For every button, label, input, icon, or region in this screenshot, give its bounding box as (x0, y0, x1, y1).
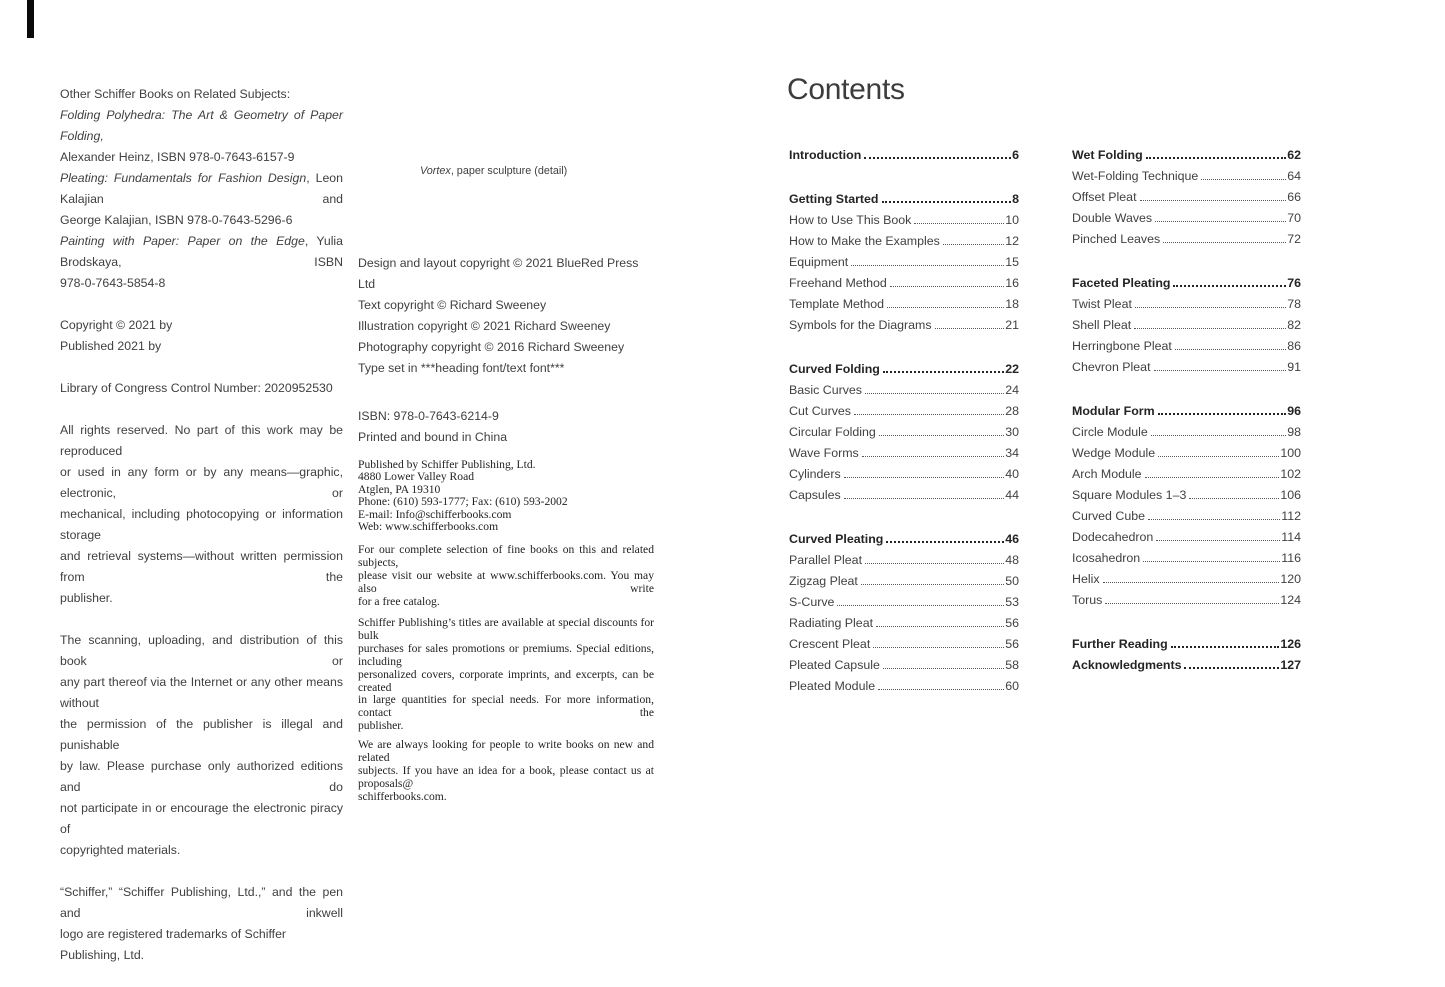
toc-entry-page-number: 48 (1005, 553, 1019, 567)
dot-leader (943, 231, 1004, 245)
dot-leader (1151, 422, 1286, 436)
toc-entry-label: Pleated Capsule (789, 658, 880, 672)
toc-entry-page-number: 98 (1287, 425, 1301, 439)
toc-entry-page-number: 76 (1287, 276, 1301, 290)
dot-leader (914, 210, 1004, 224)
toc-entry-page-number: 10 (1005, 213, 1019, 227)
toc-entry-page-number: 56 (1005, 616, 1019, 630)
dot-leader (886, 529, 1004, 543)
toc-entry (1072, 229, 1301, 250)
text-line: subjects. If you have an idea for a book, please contact us at proposals@ (358, 763, 654, 790)
text-line: Printed and bound in China (358, 430, 508, 444)
toc-entry (1072, 443, 1301, 464)
toc-entry (1072, 145, 1301, 166)
toc-entry-page-number: 91 (1287, 360, 1301, 374)
toc-entry-page-number: 62 (1287, 148, 1301, 162)
toc-entry-label: Further Reading (1072, 637, 1168, 651)
toc-entry-page-number: 30 (1005, 425, 1019, 439)
toc-entry (789, 613, 1019, 634)
dot-leader (1171, 634, 1280, 648)
dot-leader (1105, 590, 1279, 604)
dot-leader (1158, 401, 1287, 415)
text-line: Photography copyright © 2016 Richard Sweeney (358, 340, 625, 354)
toc-entry (789, 231, 1019, 252)
text-line: Alexander Heinz, ISBN 978-0-7643-6157-9 (60, 150, 295, 164)
dot-leader (873, 634, 1004, 648)
dot-leader (862, 443, 1004, 457)
dot-leader (1155, 208, 1286, 222)
toc-column-2 (1072, 145, 1301, 699)
dot-leader (1154, 357, 1287, 371)
toc-entry (1072, 401, 1301, 422)
print-crop-mark (27, 0, 34, 38)
toc-entry (1072, 634, 1301, 655)
toc-entry-label: Shell Pleat (1072, 318, 1132, 332)
text-line: Painting with Paper: Paper on the Edge, Yulia Brodskaya, ISBN (60, 234, 343, 269)
toc-entry-label: Freehand Method (789, 276, 887, 290)
discounts-paragraph (358, 617, 654, 733)
text-line: Schiffer Publishing’s titles are available at special discounts for bulk (358, 615, 654, 642)
dot-leader (1140, 187, 1287, 201)
text-line: not participate in or encourage the electronic piracy of (60, 801, 343, 836)
text-line: and retrieval systems—without written permission from the (60, 549, 343, 584)
text-line: by law. Please purchase only authorized editions and do (60, 759, 343, 794)
toc-section (1072, 273, 1301, 378)
text-line: Copyright © 2021 by (60, 318, 173, 332)
toc-entry-label: Double Waves (1072, 211, 1153, 225)
text-line: any part thereof via the Internet or any other means without (60, 675, 343, 710)
text-line: All rights reserved. No part of this work may be reproduced (60, 423, 343, 458)
toc-entry (789, 634, 1019, 655)
toc-entry-label: Helix (1072, 572, 1100, 586)
dot-leader (876, 613, 1004, 627)
toc-entry (1072, 187, 1301, 208)
text-line: Published 2021 by (60, 339, 162, 353)
toc-entry-label: Circular Folding (789, 425, 876, 439)
toc-entry-page-number: 15 (1005, 255, 1019, 269)
toc-entry (789, 592, 1019, 613)
toc-entry-page-number: 102 (1280, 467, 1301, 481)
toc-entry (1072, 590, 1301, 611)
toc-entry (789, 464, 1019, 485)
text-line: please visit our website at www.schifferbooks.com. You may also write (358, 569, 654, 596)
toc-entry-page-number: 66 (1287, 190, 1301, 204)
text-line: publisher. (60, 591, 113, 605)
dot-leader (864, 145, 1011, 159)
toc-entry (789, 485, 1019, 506)
text-line: copyrighted materials. (60, 843, 181, 857)
toc-entry-page-number: 18 (1005, 297, 1019, 311)
toc-entry-label: S-Curve (789, 595, 835, 609)
toc-entry-page-number: 56 (1005, 637, 1019, 651)
text-line: George Kalajian, ISBN 978-0-7643-5296-6 (60, 213, 293, 227)
toc-entry-label: Cut Curves (789, 404, 851, 418)
toc-entry-page-number: 46 (1005, 532, 1019, 546)
text-line: Other Schiffer Books on Related Subjects: (60, 87, 291, 101)
dot-leader (1146, 145, 1287, 159)
dot-leader (879, 422, 1004, 436)
related-books (60, 84, 343, 294)
dot-leader (851, 252, 1004, 266)
toc-entry (1072, 655, 1301, 676)
toc-entry-label: How to Use This Book (789, 213, 912, 227)
toc-entry-page-number: 21 (1005, 318, 1019, 332)
toc-entry-label: Pleated Module (789, 679, 876, 693)
text-line: ISBN: 978-0-7643-6214-9 (358, 409, 499, 423)
text-line: Folding Polyhedra: The Art & Geometry of Paper Folding, (60, 108, 343, 143)
toc-entry-label: Modular Form (1072, 404, 1155, 418)
toc-entry-page-number: 86 (1287, 339, 1301, 353)
toc-entry-page-number: 114 (1281, 530, 1301, 544)
toc-entry-label: Wedge Module (1072, 446, 1156, 460)
toc-entry-page-number: 70 (1287, 211, 1301, 225)
page-title: Contents (787, 73, 905, 106)
toc-entry-label: Curved Cube (1072, 509, 1146, 523)
toc-entry (789, 443, 1019, 464)
dot-leader (935, 315, 1005, 329)
vortex-caption (420, 165, 654, 178)
toc-entry-label: Offset Pleat (1072, 190, 1137, 204)
toc-entry (789, 145, 1019, 166)
toc-entry-page-number: 24 (1005, 383, 1019, 397)
text-line: Design and layout copyright © 2021 BlueRed Press Ltd (358, 256, 639, 291)
dot-leader (1158, 443, 1279, 457)
trademark-paragraph (60, 882, 343, 966)
toc-entry-label: Symbols for the Diagrams (789, 318, 932, 332)
dot-leader (1189, 485, 1279, 499)
rights-paragraph (60, 420, 343, 609)
text-line: The scanning, uploading, and distribution of this book or (60, 633, 343, 668)
toc-entry-label: Faceted Pleating (1072, 276, 1171, 290)
credits-block (358, 253, 654, 379)
isbn-block (358, 406, 654, 448)
toc-entry (789, 359, 1019, 380)
toc-entry (1072, 336, 1301, 357)
toc-entry (1072, 569, 1301, 590)
toc-entry-page-number: 50 (1005, 574, 1019, 588)
toc-entry-label: Herringbone Pleat (1072, 339, 1172, 353)
toc-entry (1072, 548, 1301, 569)
toc-entry-page-number: 82 (1287, 318, 1301, 332)
text-line: Phone: (610) 593-1777; Fax: (610) 593-2002 (358, 495, 568, 509)
toc-entry-page-number: 116 (1281, 551, 1301, 565)
dot-leader (887, 294, 1004, 308)
toc-entry-page-number: 100 (1280, 446, 1301, 460)
toc-entry (789, 252, 1019, 273)
toc-entry-page-number: 64 (1287, 169, 1301, 183)
toc-entry-page-number: 96 (1287, 404, 1301, 418)
toc-entry-label: Curved Pleating (789, 532, 884, 546)
toc-section (1072, 401, 1301, 611)
toc-entry (789, 550, 1019, 571)
toc-entry (789, 676, 1019, 697)
dot-leader (1145, 464, 1280, 478)
toc-entry (1072, 527, 1301, 548)
text-line: For our complete selection of fine books on this and related subjects, (358, 543, 654, 570)
toc-entry-label: Wet-Folding Technique (1072, 169, 1199, 183)
left-column (60, 84, 343, 987)
toc-entry (1072, 208, 1301, 229)
catalog-paragraph (358, 544, 654, 609)
dot-leader (1201, 166, 1286, 180)
dot-leader (890, 273, 1004, 287)
toc-entry-page-number: 16 (1005, 276, 1019, 290)
text-line: or used in any form or by any means—graphic, electronic, or (60, 465, 343, 500)
toc-entry-page-number: 6 (1012, 148, 1019, 162)
toc-entry-label: Equipment (789, 255, 849, 269)
text-line: schifferbooks.com. (358, 789, 447, 803)
toc-entry (789, 422, 1019, 443)
toc-section (789, 189, 1019, 336)
dot-leader (878, 676, 1004, 690)
dot-leader (1103, 569, 1280, 583)
toc-entry-label: Circle Module (1072, 425, 1148, 439)
toc-entry-page-number: 78 (1287, 297, 1301, 311)
toc-section (789, 145, 1019, 166)
dot-leader (844, 464, 1005, 478)
toc-entry (1072, 294, 1301, 315)
toc-entry-page-number: 124 (1280, 593, 1301, 607)
dot-leader (882, 189, 1012, 203)
toc-entry-label: Parallel Pleat (789, 553, 863, 567)
dot-leader (1184, 655, 1279, 669)
dot-leader (1156, 527, 1280, 541)
dot-leader (1173, 273, 1286, 287)
toc-entry-page-number: 58 (1005, 658, 1019, 672)
toc-entry-label: Twist Pleat (1072, 297, 1132, 311)
toc-entry-page-number: 127 (1280, 658, 1301, 672)
text-line: 4880 Lower Valley Road (358, 470, 475, 484)
dot-leader (1135, 294, 1286, 308)
toc-entry (789, 315, 1019, 336)
toc-entry-label: Template Method (789, 297, 885, 311)
toc-column-1 (789, 145, 1019, 720)
toc-entry-label: Chevron Pleat (1072, 360, 1151, 374)
toc-entry (789, 655, 1019, 676)
toc-entry-label: Crescent Pleat (789, 637, 871, 651)
text-line: publisher. (358, 719, 404, 733)
toc-entry-label: Capsules (789, 488, 841, 502)
toc-entry-label: Wet Folding (1072, 148, 1143, 162)
toc-entry-page-number: 112 (1281, 509, 1301, 523)
toc-section (789, 529, 1019, 697)
toc-section (1072, 634, 1301, 676)
toc-entry (789, 273, 1019, 294)
toc-entry (1072, 166, 1301, 187)
text-line: “Schiffer,” “Schiffer Publishing, Ltd.,” and the pen and inkwell (60, 885, 343, 920)
locn-line (60, 378, 343, 399)
publisher-address (358, 459, 654, 533)
text-line: for a free catalog. (358, 595, 440, 609)
dot-leader (1163, 229, 1286, 243)
text-line: Vortex, paper sculpture (detail) (420, 165, 568, 177)
toc-entry (1072, 357, 1301, 378)
toc-entry (1072, 464, 1301, 485)
toc-entry (1072, 273, 1301, 294)
toc-entry-page-number: 126 (1280, 637, 1301, 651)
text-line: the permission of the publisher is illegal and punishable (60, 717, 343, 752)
toc-entry-page-number: 8 (1012, 192, 1019, 206)
toc-entry-page-number: 120 (1280, 572, 1301, 586)
text-line: Atglen, PA 19310 (358, 482, 441, 496)
toc-entry-page-number: 44 (1005, 488, 1019, 502)
toc-entry-page-number: 22 (1005, 362, 1019, 376)
dot-leader (1134, 315, 1286, 329)
toc-entry (1072, 485, 1301, 506)
toc-entry-label: Radiating Pleat (789, 616, 874, 630)
text-line: mechanical, including photocopying or information storage (60, 507, 343, 542)
piracy-paragraph (60, 630, 343, 861)
toc-entry-label: Curved Folding (789, 362, 880, 376)
toc-entry (1072, 422, 1301, 443)
toc-entry-label: Introduction (789, 148, 862, 162)
text-line: logo are registered trademarks of Schiffer Publishing, Ltd. (60, 927, 287, 962)
dot-leader (861, 571, 1004, 585)
toc-entry (789, 571, 1019, 592)
text-line: We are always looking for people to write books on new and related (358, 738, 654, 765)
dot-leader (1143, 548, 1280, 562)
toc-entry (789, 401, 1019, 422)
text-line: Web: www.schifferbooks.com (358, 520, 499, 534)
toc-entry-label: Getting Started (789, 192, 879, 206)
toc-section (1072, 145, 1301, 250)
toc-entry-page-number: 53 (1005, 595, 1019, 609)
toc-section (789, 359, 1019, 506)
toc-entry-page-number: 12 (1005, 234, 1019, 248)
text-line: Pleating: Fundamentals for Fashion Design, Leon Kalajian and (60, 171, 343, 206)
text-line: Illustration copyright © 2021 Richard Sweeney (358, 319, 611, 333)
toc-entry-page-number: 60 (1005, 679, 1019, 693)
toc-entry-label: Acknowledgments (1072, 658, 1182, 672)
toc-entry (789, 380, 1019, 401)
middle-column (358, 165, 654, 804)
toc-entry-label: Cylinders (789, 467, 841, 481)
text-line: purchases for sales promotions or premiums. Special editions, including (358, 641, 654, 668)
toc-entry (789, 189, 1019, 210)
dot-leader (844, 485, 1005, 499)
toc-entry-page-number: 106 (1280, 488, 1301, 502)
text-line: Text copyright © Richard Sweeney (358, 298, 547, 312)
text-line: Type set in ***heading font/text font*** (358, 361, 565, 375)
toc-entry-label: Basic Curves (789, 383, 862, 397)
toc-entry (1072, 506, 1301, 527)
toc-entry-label: Zigzag Pleat (789, 574, 858, 588)
toc-entry-label: Pinched Leaves (1072, 232, 1161, 246)
toc-entry-page-number: 40 (1005, 467, 1019, 481)
toc-entry-label: Dodecahedron (1072, 530, 1154, 544)
toc-entry-label: Square Modules 1–3 (1072, 488, 1187, 502)
toc-entry (789, 529, 1019, 550)
dot-leader (837, 592, 1004, 606)
copyright-lines (60, 315, 343, 357)
text-line: 978-0-7643-5854-8 (60, 276, 166, 290)
dot-leader (1175, 336, 1286, 350)
toc-entry-page-number: 28 (1005, 404, 1019, 418)
toc-entry (1072, 315, 1301, 336)
dot-leader (883, 655, 1004, 669)
toc-entry (789, 294, 1019, 315)
text-line: Published by Schiffer Publishing, Ltd. (358, 458, 536, 471)
dot-leader (865, 380, 1004, 394)
dot-leader (883, 359, 1004, 373)
text-line: E-mail: Info@schifferbooks.com (358, 507, 512, 521)
toc-entry-label: Wave Forms (789, 446, 859, 460)
proposals-paragraph (358, 739, 654, 804)
toc-entry-label: Torus (1072, 593, 1103, 607)
toc-entry-page-number: 72 (1287, 232, 1301, 246)
dot-leader (1148, 506, 1280, 520)
text-line: Library of Congress Control Number: 2020952530 (60, 381, 333, 395)
text-line: in large quantities for special needs. For more information, contact the (358, 693, 654, 720)
dot-leader (865, 550, 1004, 564)
toc-entry-page-number: 34 (1005, 446, 1019, 460)
toc-entry-label: How to Make the Examples (789, 234, 940, 248)
text-line: personalized covers, corporate imprints, and excerpts, can be created (358, 667, 654, 694)
dot-leader (854, 401, 1004, 415)
toc-entry-label: Arch Module (1072, 467, 1142, 481)
toc-entry (789, 210, 1019, 231)
toc-entry-label: Icosahedron (1072, 551, 1141, 565)
